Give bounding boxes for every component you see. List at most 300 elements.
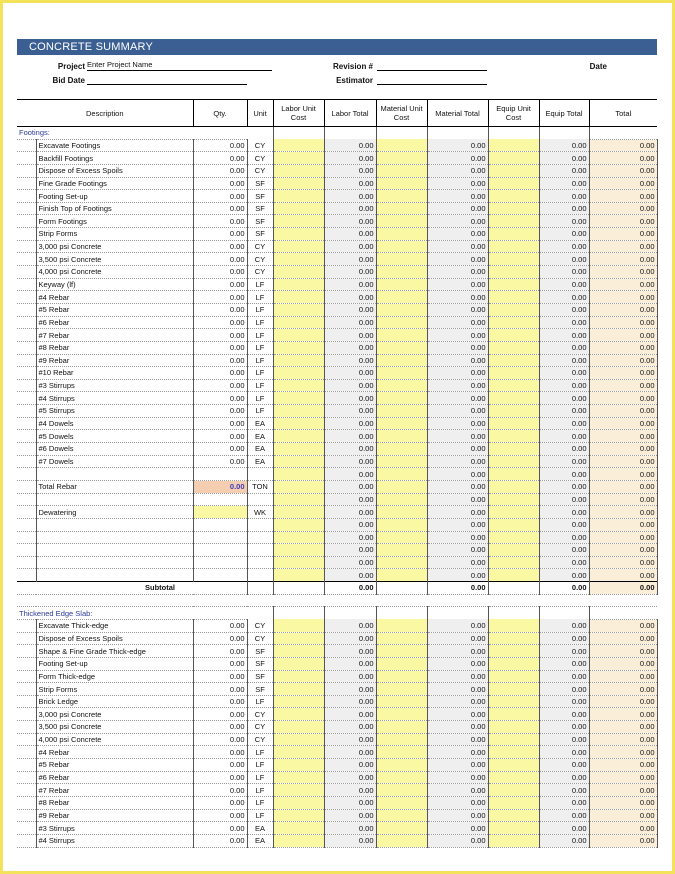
material-unit-cost-cell[interactable]: [376, 632, 427, 645]
item-description[interactable]: #6 Rebar: [36, 771, 193, 784]
item-qty[interactable]: 0.00: [193, 746, 247, 759]
material-unit-cost-cell[interactable]: [376, 657, 427, 670]
item-qty[interactable]: 0.00: [193, 430, 247, 443]
material-total-cell: 0.00: [427, 771, 488, 784]
item-description[interactable]: 3,500 psi Concrete: [36, 721, 193, 734]
item-qty[interactable]: 0.00: [193, 253, 247, 266]
item-qty[interactable]: 0.00: [193, 708, 247, 721]
material-unit-cost-cell[interactable]: [376, 202, 427, 215]
equip-unit-cost-cell[interactable]: [488, 480, 539, 493]
equip-unit-cost-cell[interactable]: [488, 544, 539, 557]
item-description[interactable]: Excavate Footings: [36, 139, 193, 152]
equip-unit-cost-cell[interactable]: [488, 733, 539, 746]
labor-unit-cost-cell[interactable]: [273, 367, 324, 380]
material-unit-cost-cell[interactable]: [376, 771, 427, 784]
item-qty[interactable]: 0.00: [193, 683, 247, 696]
item-description[interactable]: #6 Dowels: [36, 443, 193, 456]
material-unit-cost-cell[interactable]: [376, 809, 427, 822]
row-indent: [17, 379, 36, 392]
item-description[interactable]: Backfill Footings: [36, 152, 193, 165]
material-unit-cost-cell[interactable]: [376, 746, 427, 759]
item-qty[interactable]: 0.00: [193, 619, 247, 632]
item-qty[interactable]: 0.00: [193, 822, 247, 835]
item-description[interactable]: [36, 518, 193, 531]
material-unit-cost-cell[interactable]: [376, 405, 427, 418]
labor-unit-cost-cell[interactable]: [273, 202, 324, 215]
equip-unit-cost-cell[interactable]: [488, 152, 539, 165]
material-unit-cost-cell[interactable]: [376, 506, 427, 519]
row-total-cell: 0.00: [589, 430, 657, 443]
item-description[interactable]: Dispose of Excess Spoils: [36, 632, 193, 645]
item-qty[interactable]: 0.00: [193, 721, 247, 734]
equip-unit-cost-cell[interactable]: [488, 506, 539, 519]
item-qty[interactable]: 0.00: [193, 329, 247, 342]
equip-unit-cost-cell[interactable]: [488, 202, 539, 215]
labor-unit-cost-cell[interactable]: [273, 759, 324, 772]
material-unit-cost-cell[interactable]: [376, 670, 427, 683]
labor-unit-cost-cell[interactable]: [273, 228, 324, 241]
bid-date-field[interactable]: [87, 74, 247, 85]
equip-unit-cost-cell[interactable]: [488, 834, 539, 847]
equip-unit-cost-cell[interactable]: [488, 645, 539, 658]
item-unit: SF: [247, 177, 273, 190]
item-description[interactable]: Excavate Thick-edge: [36, 619, 193, 632]
equip-unit-cost-cell[interactable]: [488, 266, 539, 279]
material-unit-cost-cell[interactable]: [376, 619, 427, 632]
item-description[interactable]: #3 Stirrups: [36, 379, 193, 392]
item-qty[interactable]: 0.00: [193, 695, 247, 708]
item-description[interactable]: #4 Rebar: [36, 291, 193, 304]
labor-unit-cost-cell[interactable]: [273, 518, 324, 531]
equip-unit-cost-cell[interactable]: [488, 759, 539, 772]
item-qty[interactable]: [193, 531, 247, 544]
equip-unit-cost-cell[interactable]: [488, 316, 539, 329]
material-unit-cost-cell[interactable]: [376, 708, 427, 721]
row-total-cell: 0.00: [589, 695, 657, 708]
item-qty[interactable]: 0.00: [193, 303, 247, 316]
material-unit-cost-cell[interactable]: [376, 822, 427, 835]
item-description[interactable]: 3,000 psi Concrete: [36, 708, 193, 721]
item-description[interactable]: #5 Dowels: [36, 430, 193, 443]
equip-unit-cost-cell[interactable]: [488, 253, 539, 266]
labor-unit-cost-cell[interactable]: [273, 771, 324, 784]
item-description[interactable]: Footing Set-up: [36, 657, 193, 670]
equip-unit-cost-cell[interactable]: [488, 809, 539, 822]
estimator-field[interactable]: [377, 74, 487, 85]
material-unit-cost-cell[interactable]: [376, 645, 427, 658]
material-unit-cost-cell[interactable]: [376, 556, 427, 569]
equip-unit-cost-cell[interactable]: [488, 721, 539, 734]
labor-unit-cost-cell[interactable]: [273, 531, 324, 544]
labor-unit-cost-cell[interactable]: [273, 392, 324, 405]
item-description[interactable]: Keyway (lf): [36, 278, 193, 291]
row-indent: [17, 480, 36, 493]
labor-unit-cost-cell[interactable]: [273, 177, 324, 190]
item-description[interactable]: #4 Rebar: [36, 746, 193, 759]
item-qty[interactable]: 0.00: [193, 278, 247, 291]
equip-unit-cost-cell[interactable]: [488, 746, 539, 759]
equip-unit-cost-cell[interactable]: [488, 177, 539, 190]
item-qty[interactable]: 0.00: [193, 202, 247, 215]
material-unit-cost-cell[interactable]: [376, 215, 427, 228]
item-description[interactable]: 3,000 psi Concrete: [36, 240, 193, 253]
item-description[interactable]: Strip Forms: [36, 228, 193, 241]
equip-unit-cost-cell[interactable]: [488, 619, 539, 632]
item-qty[interactable]: 0.00: [193, 228, 247, 241]
material-unit-cost-cell[interactable]: [376, 392, 427, 405]
equip-unit-cost-cell[interactable]: [488, 329, 539, 342]
equip-unit-cost-cell[interactable]: [488, 657, 539, 670]
material-unit-cost-cell[interactable]: [376, 177, 427, 190]
material-unit-cost-cell[interactable]: [376, 417, 427, 430]
material-unit-cost-cell[interactable]: [376, 544, 427, 557]
item-description[interactable]: #8 Rebar: [36, 796, 193, 809]
item-description[interactable]: 4,000 psi Concrete: [36, 733, 193, 746]
labor-unit-cost-cell[interactable]: [273, 809, 324, 822]
equip-unit-cost-cell[interactable]: [488, 405, 539, 418]
item-qty[interactable]: 0.00: [193, 759, 247, 772]
material-unit-cost-cell[interactable]: [376, 493, 427, 506]
equip-unit-cost-cell[interactable]: [488, 240, 539, 253]
labor-unit-cost-cell[interactable]: [273, 569, 324, 582]
material-unit-cost-cell[interactable]: [376, 443, 427, 456]
equip-unit-cost-cell[interactable]: [488, 417, 539, 430]
item-qty[interactable]: [193, 506, 247, 519]
material-unit-cost-cell[interactable]: [376, 455, 427, 468]
item-description[interactable]: Dispose of Excess Spoils: [36, 164, 193, 177]
labor-unit-cost-cell[interactable]: [273, 480, 324, 493]
item-qty[interactable]: 0.00: [193, 240, 247, 253]
labor-unit-cost-cell[interactable]: [273, 316, 324, 329]
labor-unit-cost-cell[interactable]: [273, 253, 324, 266]
equip-unit-cost-cell[interactable]: [488, 303, 539, 316]
row-total-cell: 0.00: [589, 809, 657, 822]
item-qty[interactable]: 0.00: [193, 266, 247, 279]
equip-unit-cost-cell[interactable]: [488, 228, 539, 241]
labor-unit-cost-cell[interactable]: [273, 152, 324, 165]
material-unit-cost-cell[interactable]: [376, 468, 427, 481]
labor-total-cell: 0.00: [324, 569, 376, 582]
material-unit-cost-cell[interactable]: [376, 569, 427, 582]
material-unit-cost-cell[interactable]: [376, 253, 427, 266]
item-description[interactable]: #10 Rebar: [36, 367, 193, 380]
item-description[interactable]: #7 Rebar: [36, 329, 193, 342]
material-unit-cost-cell[interactable]: [376, 354, 427, 367]
equip-unit-cost-cell[interactable]: [488, 215, 539, 228]
material-unit-cost-cell[interactable]: [376, 139, 427, 152]
material-unit-cost-cell[interactable]: [376, 834, 427, 847]
item-qty[interactable]: 0.00: [193, 379, 247, 392]
item-qty[interactable]: 0.00: [193, 480, 247, 493]
revision-field[interactable]: [377, 60, 487, 71]
item-description[interactable]: Footing Set-up: [36, 190, 193, 203]
labor-unit-cost-cell[interactable]: [273, 341, 324, 354]
item-description[interactable]: #9 Rebar: [36, 809, 193, 822]
equip-unit-cost-cell[interactable]: [488, 670, 539, 683]
labor-total-cell: 0.00: [324, 556, 376, 569]
item-qty[interactable]: [193, 569, 247, 582]
labor-unit-cost-cell[interactable]: [273, 164, 324, 177]
material-unit-cost-cell[interactable]: [376, 329, 427, 342]
material-unit-cost-cell[interactable]: [376, 721, 427, 734]
item-description[interactable]: #7 Rebar: [36, 784, 193, 797]
labor-unit-cost-cell[interactable]: [273, 266, 324, 279]
item-description[interactable]: #5 Stirrups: [36, 405, 193, 418]
material-unit-cost-cell[interactable]: [376, 341, 427, 354]
labor-unit-cost-cell[interactable]: [273, 796, 324, 809]
item-description[interactable]: [36, 569, 193, 582]
labor-unit-cost-cell[interactable]: [273, 430, 324, 443]
item-qty[interactable]: 0.00: [193, 139, 247, 152]
item-qty[interactable]: 0.00: [193, 152, 247, 165]
item-qty[interactable]: 0.00: [193, 291, 247, 304]
equip-unit-cost-cell[interactable]: [488, 455, 539, 468]
sheet-title: CONCRETE SUMMARY: [17, 39, 657, 55]
table-row: [17, 556, 657, 569]
item-description[interactable]: [36, 493, 193, 506]
item-description[interactable]: #6 Rebar: [36, 316, 193, 329]
item-description[interactable]: Shape & Fine Grade Thick-edge: [36, 645, 193, 658]
item-qty[interactable]: 0.00: [193, 809, 247, 822]
labor-unit-cost-cell[interactable]: [273, 544, 324, 557]
item-description[interactable]: 4,000 psi Concrete: [36, 266, 193, 279]
equip-unit-cost-cell[interactable]: [488, 556, 539, 569]
item-description[interactable]: [36, 544, 193, 557]
equip-unit-cost-cell[interactable]: [488, 531, 539, 544]
item-description[interactable]: Total Rebar: [36, 480, 193, 493]
material-unit-cost-cell[interactable]: [376, 164, 427, 177]
equip-unit-cost-cell[interactable]: [488, 468, 539, 481]
item-qty[interactable]: 0.00: [193, 405, 247, 418]
labor-unit-cost-cell[interactable]: [273, 670, 324, 683]
material-total-cell: 0.00: [427, 619, 488, 632]
col-header: Labor Total: [324, 100, 376, 127]
item-qty[interactable]: 0.00: [193, 367, 247, 380]
item-description[interactable]: #8 Rebar: [36, 341, 193, 354]
labor-unit-cost-cell[interactable]: [273, 746, 324, 759]
labor-unit-cost-cell[interactable]: [273, 278, 324, 291]
equip-total-cell: 0.00: [539, 468, 589, 481]
item-description[interactable]: #4 Dowels: [36, 417, 193, 430]
material-unit-cost-cell[interactable]: [376, 759, 427, 772]
equip-unit-cost-cell[interactable]: [488, 139, 539, 152]
item-description[interactable]: #7 Dowels: [36, 455, 193, 468]
equip-unit-cost-cell[interactable]: [488, 291, 539, 304]
item-qty[interactable]: 0.00: [193, 190, 247, 203]
labor-unit-cost-cell[interactable]: [273, 645, 324, 658]
item-description[interactable]: Finish Top of Footings: [36, 202, 193, 215]
item-description[interactable]: Form Footings: [36, 215, 193, 228]
equip-unit-cost-cell[interactable]: [488, 708, 539, 721]
labor-total-cell: 0.00: [324, 443, 376, 456]
item-qty[interactable]: 0.00: [193, 632, 247, 645]
equip-unit-cost-cell[interactable]: [488, 367, 539, 380]
item-qty[interactable]: 0.00: [193, 164, 247, 177]
material-unit-cost-cell[interactable]: [376, 228, 427, 241]
grand-subtotal: 0.00: [589, 582, 657, 595]
row-indent: [17, 190, 36, 203]
labor-unit-cost-cell[interactable]: [273, 240, 324, 253]
item-qty[interactable]: [193, 518, 247, 531]
material-unit-cost-cell[interactable]: [376, 430, 427, 443]
item-description[interactable]: Dewatering: [36, 506, 193, 519]
item-qty[interactable]: [193, 468, 247, 481]
material-unit-cost-cell[interactable]: [376, 291, 427, 304]
row-total-cell: 0.00: [589, 164, 657, 177]
material-unit-cost-cell[interactable]: [376, 379, 427, 392]
item-qty[interactable]: 0.00: [193, 177, 247, 190]
item-qty[interactable]: 0.00: [193, 316, 247, 329]
labor-unit-cost-cell[interactable]: [273, 417, 324, 430]
item-qty[interactable]: [193, 556, 247, 569]
labor-unit-cost-cell[interactable]: [273, 139, 324, 152]
labor-unit-cost-cell[interactable]: [273, 733, 324, 746]
item-qty[interactable]: 0.00: [193, 215, 247, 228]
material-unit-cost-cell[interactable]: [376, 518, 427, 531]
item-description[interactable]: Strip Forms: [36, 683, 193, 696]
equip-unit-cost-cell[interactable]: [488, 632, 539, 645]
equip-unit-cost-cell[interactable]: [488, 569, 539, 582]
material-unit-cost-cell[interactable]: [376, 733, 427, 746]
item-description[interactable]: 3,500 psi Concrete: [36, 253, 193, 266]
empty-cell: [427, 607, 488, 620]
material-unit-cost-cell[interactable]: [376, 316, 427, 329]
material-unit-cost-cell[interactable]: [376, 480, 427, 493]
row-indent: [17, 670, 36, 683]
labor-unit-cost-cell[interactable]: [273, 506, 324, 519]
estimate-table: [17, 99, 658, 848]
equip-total-cell: 0.00: [539, 417, 589, 430]
item-qty[interactable]: 0.00: [193, 455, 247, 468]
item-description[interactable]: [36, 531, 193, 544]
item-qty[interactable]: [193, 544, 247, 557]
item-description[interactable]: Fine Grade Footings: [36, 177, 193, 190]
item-qty[interactable]: 0.00: [193, 417, 247, 430]
material-unit-cost-cell[interactable]: [376, 784, 427, 797]
labor-unit-cost-cell[interactable]: [273, 822, 324, 835]
equip-unit-cost-cell[interactable]: [488, 771, 539, 784]
labor-unit-cost-cell[interactable]: [273, 329, 324, 342]
material-unit-cost-cell[interactable]: [376, 531, 427, 544]
material-unit-cost-cell[interactable]: [376, 152, 427, 165]
item-description[interactable]: #9 Rebar: [36, 354, 193, 367]
equip-unit-cost-cell[interactable]: [488, 822, 539, 835]
labor-unit-cost-cell[interactable]: [273, 291, 324, 304]
labor-unit-cost-cell[interactable]: [273, 784, 324, 797]
labor-total-cell: 0.00: [324, 316, 376, 329]
equip-unit-cost-cell[interactable]: [488, 341, 539, 354]
item-qty[interactable]: 0.00: [193, 771, 247, 784]
item-description[interactable]: Form Thick-edge: [36, 670, 193, 683]
equip-unit-cost-cell[interactable]: [488, 493, 539, 506]
item-qty[interactable]: 0.00: [193, 443, 247, 456]
labor-unit-cost-cell[interactable]: [273, 468, 324, 481]
labor-total-cell: 0.00: [324, 278, 376, 291]
equip-unit-cost-cell[interactable]: [488, 518, 539, 531]
equip-unit-cost-cell[interactable]: [488, 695, 539, 708]
row-total-cell: 0.00: [589, 303, 657, 316]
equip-unit-cost-cell[interactable]: [488, 190, 539, 203]
row-indent: [17, 266, 36, 279]
item-description[interactable]: [36, 556, 193, 569]
labor-unit-cost-cell[interactable]: [273, 303, 324, 316]
labor-unit-cost-cell[interactable]: [273, 683, 324, 696]
item-description[interactable]: #3 Stirrups: [36, 822, 193, 835]
item-description[interactable]: [36, 468, 193, 481]
labor-unit-cost-cell[interactable]: [273, 632, 324, 645]
labor-unit-cost-cell[interactable]: [273, 493, 324, 506]
item-qty[interactable]: 0.00: [193, 657, 247, 670]
row-indent: [17, 253, 36, 266]
empty-cell: [589, 607, 657, 620]
labor-unit-cost-cell[interactable]: [273, 556, 324, 569]
labor-unit-cost-cell[interactable]: [273, 405, 324, 418]
item-qty[interactable]: 0.00: [193, 645, 247, 658]
labor-unit-cost-cell[interactable]: [273, 695, 324, 708]
labor-unit-cost-cell[interactable]: [273, 619, 324, 632]
col-header: Material Total: [427, 100, 488, 127]
equip-unit-cost-cell[interactable]: [488, 379, 539, 392]
item-qty[interactable]: 0.00: [193, 670, 247, 683]
material-unit-cost-cell[interactable]: [376, 796, 427, 809]
equip-unit-cost-cell[interactable]: [488, 443, 539, 456]
labor-unit-cost-cell[interactable]: [273, 657, 324, 670]
labor-unit-cost-cell[interactable]: [273, 379, 324, 392]
labor-unit-cost-cell[interactable]: [273, 190, 324, 203]
item-qty[interactable]: 0.00: [193, 733, 247, 746]
material-unit-cost-cell[interactable]: [376, 367, 427, 380]
material-unit-cost-cell[interactable]: [376, 278, 427, 291]
material-unit-cost-cell[interactable]: [376, 266, 427, 279]
item-description[interactable]: #5 Rebar: [36, 759, 193, 772]
item-qty[interactable]: 0.00: [193, 354, 247, 367]
equip-unit-cost-cell[interactable]: [488, 784, 539, 797]
project-name-field[interactable]: Enter Project Name: [87, 60, 272, 71]
equip-unit-cost-cell[interactable]: [488, 164, 539, 177]
item-qty[interactable]: 0.00: [193, 341, 247, 354]
item-description[interactable]: Brick Ledge: [36, 695, 193, 708]
equip-unit-cost-cell[interactable]: [488, 278, 539, 291]
material-unit-cost-cell[interactable]: [376, 190, 427, 203]
item-description[interactable]: #4 Stirrups: [36, 392, 193, 405]
equip-unit-cost-cell[interactable]: [488, 354, 539, 367]
material-unit-cost-cell[interactable]: [376, 240, 427, 253]
labor-unit-cost-cell[interactable]: [273, 215, 324, 228]
equip-unit-cost-cell[interactable]: [488, 430, 539, 443]
equip-unit-cost-cell[interactable]: [488, 796, 539, 809]
material-unit-cost-cell[interactable]: [376, 683, 427, 696]
item-qty[interactable]: 0.00: [193, 392, 247, 405]
equip-unit-cost-cell[interactable]: [488, 392, 539, 405]
row-indent: [17, 215, 36, 228]
item-description[interactable]: #4 Stirrups: [36, 834, 193, 847]
labor-unit-cost-cell[interactable]: [273, 834, 324, 847]
item-qty[interactable]: 0.00: [193, 784, 247, 797]
material-unit-cost-cell[interactable]: [376, 695, 427, 708]
item-description[interactable]: #5 Rebar: [36, 303, 193, 316]
labor-unit-cost-cell[interactable]: [273, 455, 324, 468]
labor-unit-cost-cell[interactable]: [273, 354, 324, 367]
labor-total-cell: 0.00: [324, 253, 376, 266]
labor-unit-cost-cell[interactable]: [273, 708, 324, 721]
labor-unit-cost-cell[interactable]: [273, 443, 324, 456]
item-qty[interactable]: 0.00: [193, 834, 247, 847]
item-qty[interactable]: [193, 493, 247, 506]
labor-unit-cost-cell[interactable]: [273, 721, 324, 734]
equip-unit-cost-cell[interactable]: [488, 683, 539, 696]
material-unit-cost-cell[interactable]: [376, 303, 427, 316]
item-qty[interactable]: 0.00: [193, 796, 247, 809]
